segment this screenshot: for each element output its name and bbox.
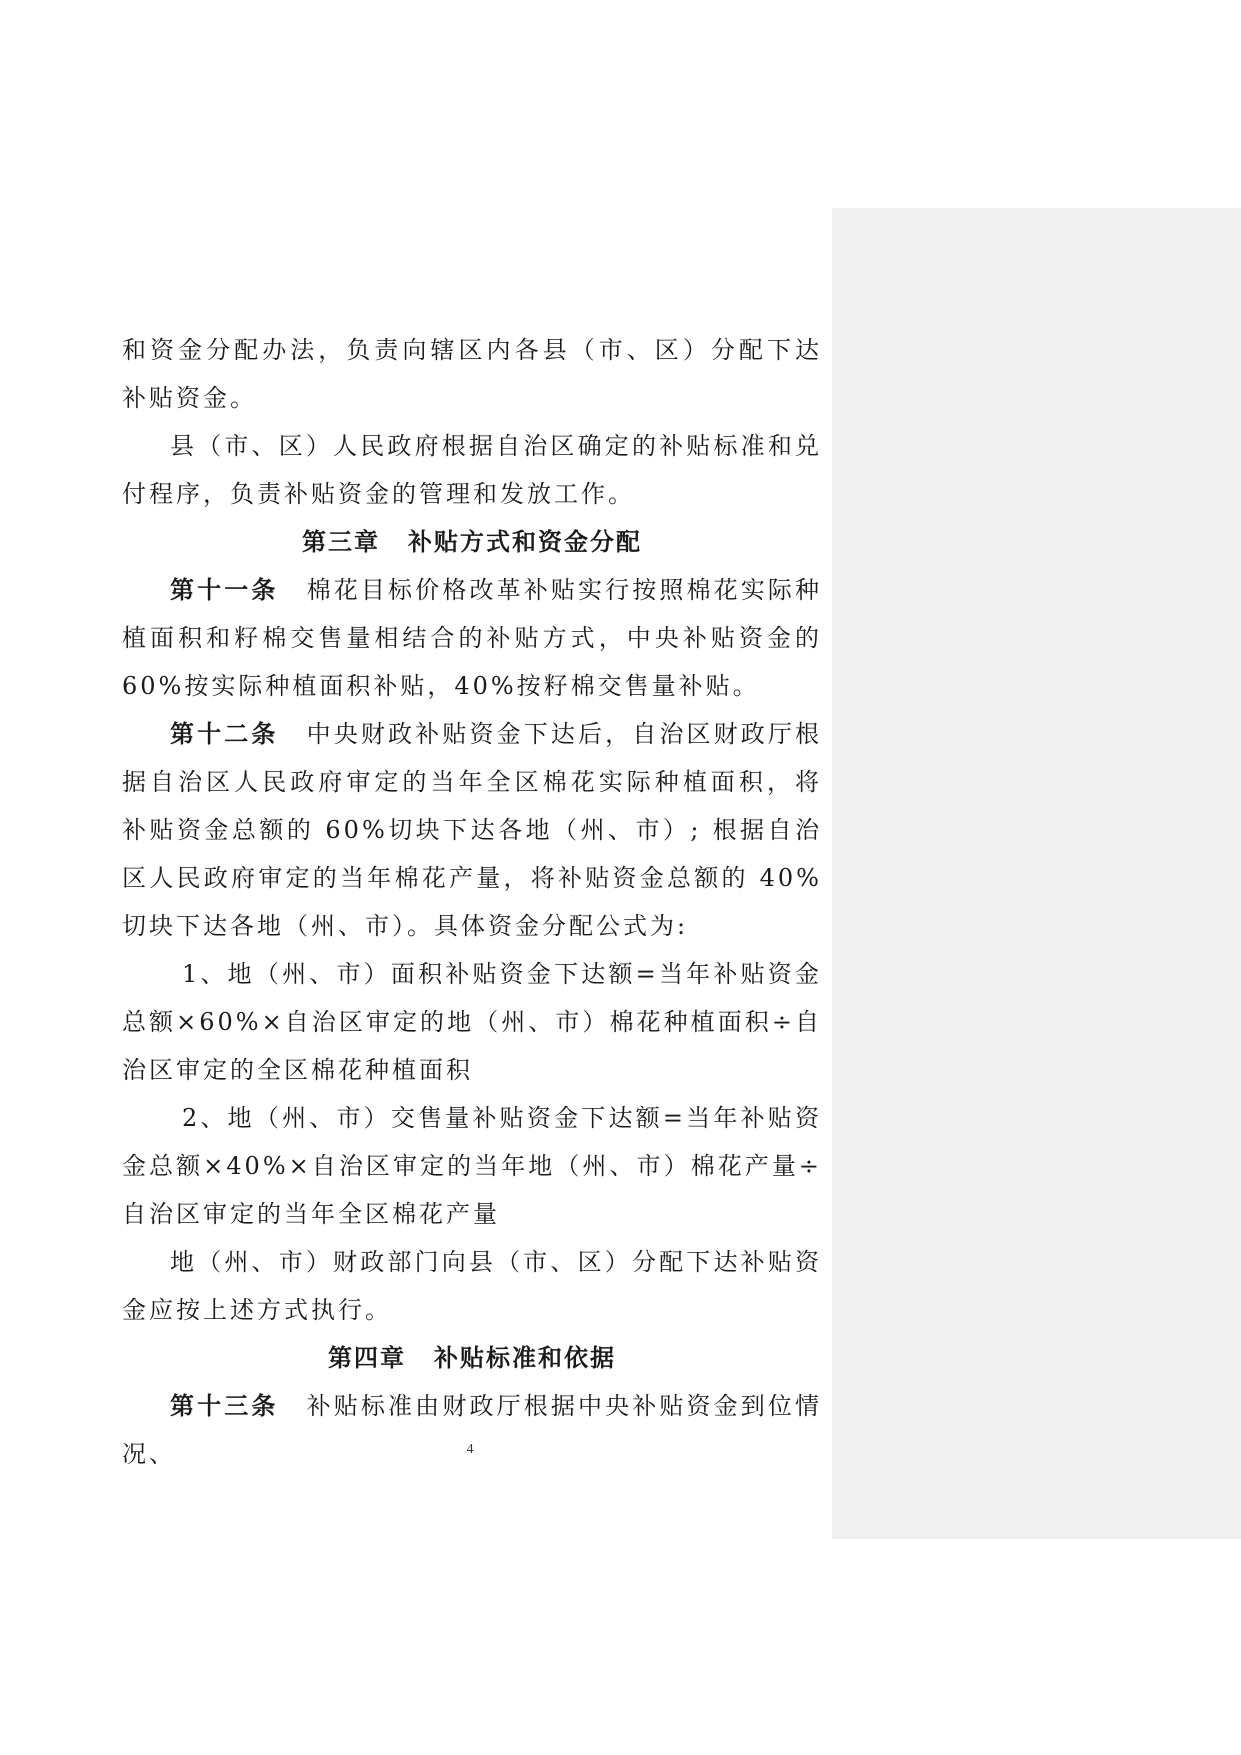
article-paragraph [122,1382,822,1478]
article-text: 棉花目标价格改革补贴实行按照棉花实际种植面积和籽棉交售量相结合的补贴方式，中央补贴资金的 60%按实际种植面积补贴，40%按籽棉交售量补贴。 [122,576,823,700]
chapter-number: 第四章 [328,1343,406,1372]
article-paragraph [122,710,822,950]
article-text: 中央财政补贴资金下达后，自治区财政厅根据自治区人民政府审定的当年全区棉花实际种植面积，将补贴资金总额的 60%切块下达各地（州、市）; 根据自治区人民政府审定的当年棉花产量，将补贴资金总额的 40%切块下达各地（州、市）。具体资金分配公式为: [122,720,823,940]
article-label: 第十二条 [170,719,279,748]
article-paragraph [122,566,822,710]
paragraph: 县（市、区）人民政府根据自治区确定的补贴标准和兑付程序，负责补贴资金的管理和发放工作。 [122,432,822,508]
chapter-heading [122,518,822,566]
paragraph: 地（州、市）财政部门向县（市、区）分配下达补贴资金应按上述方式执行。 [122,1248,822,1324]
paragraph: 和资金分配办法，负责向辖区内各县（市、区）分配下达补贴资金。 [122,336,822,412]
page-number: 4 [466,1442,474,1457]
article-label: 第十一条 [170,575,279,604]
chapter-title: 补贴标准和依据 [434,1343,616,1372]
comment-pane [832,208,1241,1539]
article-text: 补贴标准由财政厅根据中央补贴资金到位情况、 [122,1392,823,1468]
document-body [122,326,822,1478]
chapter-title: 补贴方式和资金分配 [408,527,642,556]
article-label: 第十三条 [170,1391,279,1420]
chapter-heading [122,1334,822,1382]
formula-paragraph: 1、地（州、市）面积补贴资金下达额=当年补贴资金总额×60%×自治区审定的地（州、市）棉花种植面积÷自治区审定的全区棉花种植面积 [122,960,822,1084]
formula-paragraph: 2、地（州、市）交售量补贴资金下达额=当年补贴资金总额×40%×自治区审定的当年地（州、市）棉花产量÷自治区审定的当年全区棉花产量 [122,1104,822,1228]
chapter-number: 第三章 [302,527,380,556]
